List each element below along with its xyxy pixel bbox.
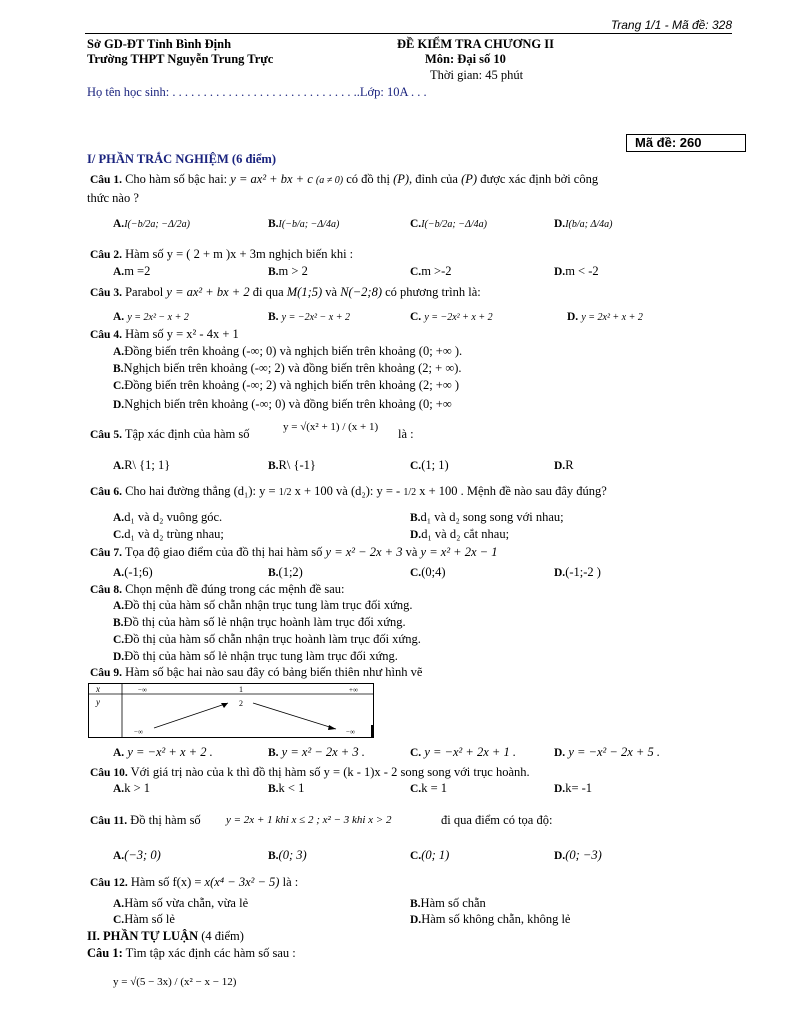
q10-b-text: k < 1 (278, 781, 305, 795)
q9-a-label: A. (113, 747, 125, 759)
q5-label: Câu 5. (90, 429, 122, 441)
q7-function-1: y = x² − 2x + 3 (325, 545, 403, 559)
question-4 (90, 327, 239, 343)
q12-function: x(x⁴ − 3x² − 5) (204, 875, 280, 889)
q9-option-b[interactable] (268, 745, 365, 761)
q1-a-formula: I(−b/2a; −Δ/2a) (124, 219, 190, 230)
q3-c-label: C. (410, 311, 422, 323)
q1-option-a[interactable] (113, 216, 190, 232)
q8-b-text: Đồ thị của hàm số lẻ nhận trục hoành làm trục đối xứng. (123, 615, 406, 629)
q6-b-label: B. (410, 512, 421, 524)
q10-c-text: k = 1 (421, 781, 447, 795)
q6-option-a[interactable] (113, 510, 222, 526)
vt-x-label: x (96, 684, 100, 694)
q5-function (283, 420, 378, 435)
q6-label: Câu 6. (90, 486, 122, 498)
q11-d-label: D. (554, 850, 566, 862)
q6-fraction: 1/2 (278, 487, 292, 498)
q2-label: Câu 2. (90, 249, 122, 261)
q4-d-text: Nghịch biến trên khoảng (-∞; 0) và đồng biến trên khoảng (0; +∞ (124, 397, 452, 411)
q3-a-formula: y = 2x² − x + 2 (127, 312, 189, 323)
q11-c-formula: (0; 1) (421, 848, 450, 862)
q8-text: Chọn mệnh đề đúng trong các mệnh đề sau: (125, 582, 345, 596)
q6-c-text: d₁ và d₂ trùng nhau; (124, 527, 224, 541)
vt-x-value-1: −∞ (138, 686, 147, 694)
q1-d-label: D. (554, 218, 566, 230)
q1-text: Cho hàm số bậc hai: (125, 172, 228, 186)
q5-text-a: Tập xác định của hàm số (124, 427, 250, 441)
q8-option-a[interactable] (113, 598, 413, 614)
q10-option-d[interactable] (554, 781, 592, 797)
vt-y-max: 2 (239, 699, 243, 708)
q9-option-c[interactable] (410, 745, 516, 761)
q1-label: Câu 1. (90, 174, 122, 186)
q3-option-a[interactable] (113, 309, 189, 325)
q2-b-label: B. (268, 266, 279, 278)
time-limit: Thời gian: 45 phút (430, 68, 524, 82)
section-multiple-choice: I/ PHẦN TRẮC NGHIỆM (6 điểm) (87, 152, 277, 166)
q11-option-a[interactable] (113, 848, 161, 864)
question-12 (90, 875, 298, 891)
q3-point-m: M(1;5) (286, 285, 323, 299)
essay-q1-label: Câu 1: (87, 946, 123, 960)
q4-option-a[interactable] (113, 344, 462, 360)
question-1 (90, 172, 598, 188)
q11-text-a: Đồ thị hàm số (130, 813, 201, 827)
q8-a-text: Đồ thị của hàm số chẵn nhận trục tung làm trục đối xứng. (124, 598, 413, 612)
q10-option-b[interactable] (268, 781, 304, 797)
q3-d-formula: y = 2x² + x + 2 (581, 312, 643, 323)
q2-option-d[interactable] (554, 264, 599, 280)
q6-c-label: C. (113, 529, 125, 541)
q6-text-b: x + 100 và (d₂): y = - (294, 484, 401, 498)
q2-option-b[interactable] (268, 264, 308, 280)
question-10 (90, 765, 530, 781)
q4-a-label: A. (113, 346, 125, 358)
q4-b-text: Nghịch biến trên khoảng (-∞; 2) và đồng biến trên khoảng (2; + ∞). (123, 361, 462, 375)
question-2 (90, 247, 353, 263)
q8-option-d[interactable] (113, 649, 398, 665)
q5-a-text: R\ {1; 1} (124, 458, 171, 472)
variation-table (88, 683, 375, 739)
exam-title: ĐỀ KIỂM TRA CHƯƠNG II (397, 37, 554, 51)
q6-d-label: D. (410, 529, 422, 541)
exam-code-box: Mã đề: 260 (626, 134, 746, 152)
q5-function-text: y = √(x² + 1) / (x + 1) (283, 421, 379, 433)
q11-option-d[interactable] (554, 848, 602, 864)
q3-label: Câu 3. (90, 287, 122, 299)
q12-d-text: Hàm số không chẵn, không lẻ (421, 912, 571, 926)
q5-d-text: R (565, 458, 574, 472)
q8-option-b[interactable] (113, 615, 406, 631)
q9-d-formula: y = −x² − 2x + 5 . (568, 745, 660, 759)
q11-piecewise-function: y = 2x + 1 khi x ≤ 2 ; x² − 3 khi x > 2 (226, 814, 392, 826)
q6-d-text: d₁ và d₂ cắt nhau; (421, 527, 510, 541)
q11-a-label: A. (113, 850, 125, 862)
q8-c-text: Đồ thị của hàm số chẵn nhận trục hoành làm trục đối xứng. (124, 632, 421, 646)
q1-function: y = ax² + bx + c (230, 172, 313, 186)
q12-b-label: B. (410, 898, 421, 910)
q7-b-text: (1;2) (278, 565, 303, 579)
question-11 (90, 813, 201, 829)
q2-option-c[interactable] (410, 264, 452, 280)
q6-text-c: x + 100 . Mệnh đề nào sau đây đúng? (419, 484, 607, 498)
q9-text: Hàm số bậc hai nào sau đây có bảng biến thiên như hình vẽ (125, 665, 423, 679)
q1-b-formula: I(−b/a; −Δ/4a) (278, 219, 340, 230)
q4-d-label: D. (113, 399, 125, 411)
q5-option-c[interactable] (410, 458, 449, 474)
q1-parabola-2: (P) (461, 172, 478, 186)
q5-c-text: (1; 1) (421, 458, 449, 472)
q5-option-a[interactable] (113, 458, 170, 474)
section-essay-points: (4 điểm) (198, 929, 244, 943)
q7-c-label: C. (410, 567, 422, 579)
q12-text-b: là : (282, 875, 299, 889)
q12-option-d[interactable] (410, 912, 570, 928)
q9-a-formula: y = −x² + x + 2 . (127, 745, 213, 759)
q3-a-label: A. (113, 311, 125, 323)
q7-text-a: Tọa độ giao điểm của đồ thị hai hàm số (124, 545, 323, 559)
q4-b-label: B. (113, 363, 124, 375)
q3-b-label: B. (268, 311, 279, 323)
q10-d-label: D. (554, 783, 566, 795)
essay-question-1 (87, 946, 296, 961)
q3-text-d: có phương trình là: (385, 285, 481, 299)
q3-c-formula: y = −2x² + x + 2 (424, 312, 493, 323)
q6-option-d[interactable] (410, 527, 509, 543)
vt-y-label: y (96, 697, 100, 707)
q1-condition: (a ≠ 0) (315, 175, 344, 186)
page-number-header: Trang 1/1 - Mã đề: 328 (610, 18, 732, 32)
q12-label: Câu 12. (90, 877, 128, 889)
question-5 (90, 427, 249, 443)
q5-b-text: R\ {-1} (278, 458, 316, 472)
q5-d-label: D. (554, 460, 566, 472)
q8-d-label: D. (113, 651, 125, 663)
q6-fraction-2: 1/2 (403, 487, 417, 498)
q3-point-n: N(−2;8) (340, 285, 382, 299)
q8-a-label: A. (113, 600, 125, 612)
school-name: Trường THPT Nguyễn Trung Trực (87, 52, 274, 66)
q6-b-text: d₁ và d₂ song song với nhau; (420, 510, 564, 524)
q2-d-text: m < -2 (565, 264, 599, 278)
q2-c-text: m >-2 (421, 264, 452, 278)
q3-function: y = ax² + bx + 2 (166, 285, 250, 299)
header-rule (85, 33, 732, 34)
question-8 (90, 582, 344, 598)
q1-c-formula: I(−b/2a; −Δ/4a) (421, 219, 487, 230)
q2-a-text: m =2 (124, 264, 151, 278)
q1-b-label: B. (268, 218, 279, 230)
q1-a-label: A. (113, 218, 125, 230)
q7-option-a[interactable] (113, 565, 153, 581)
section-essay (87, 929, 244, 944)
q4-option-c[interactable] (113, 378, 459, 394)
q8-d-text: Đồ thị của hàm số lẻ nhận trục tung làm trục đối xứng. (124, 649, 398, 663)
q2-d-label: D. (554, 266, 566, 278)
q1-option-c[interactable] (410, 216, 487, 232)
q4-text: Hàm số y = x² - 4x + 1 (125, 327, 239, 341)
q2-option-a[interactable] (113, 264, 150, 280)
q7-option-b[interactable] (268, 565, 303, 581)
q11-b-formula: (0; 3) (278, 848, 307, 862)
q11-b-label: B. (268, 850, 279, 862)
vt-x-value-2: 1 (239, 685, 243, 694)
q6-option-c[interactable] (113, 527, 224, 543)
q11-c-label: C. (410, 850, 422, 862)
vt-arrow-up (154, 703, 228, 728)
q6-text-a: Cho hai đường thẳng (d₁): y = (125, 484, 276, 498)
q10-option-a[interactable] (113, 781, 150, 797)
q12-b-text: Hàm số chẵn (420, 896, 486, 910)
q5-option-b[interactable] (268, 458, 316, 474)
q4-option-d[interactable] (113, 397, 452, 413)
q10-c-label: C. (410, 783, 422, 795)
question-6 (90, 484, 607, 500)
q11-label: Câu 11. (90, 815, 128, 827)
q11-d-formula: (0; −3) (565, 848, 602, 862)
q3-text-b: đi qua (252, 285, 284, 299)
q6-a-label: A. (113, 512, 125, 524)
q1-option-d[interactable] (554, 216, 612, 232)
q3-option-b[interactable] (268, 309, 350, 325)
q5-a-label: A. (113, 460, 125, 472)
q6-option-b[interactable] (410, 510, 564, 526)
q9-label: Câu 9. (90, 667, 122, 679)
q12-c-label: C. (113, 914, 125, 926)
q9-c-formula: y = −x² + 2x + 1 . (424, 745, 516, 759)
q4-label: Câu 4. (90, 329, 122, 341)
q11-option-c[interactable] (410, 848, 449, 864)
q7-d-label: D. (554, 567, 566, 579)
q7-function-2: y = x² + 2x − 1 (420, 545, 498, 559)
q10-label: Câu 10. (90, 767, 128, 779)
q1-text-b: có đồ thị (346, 172, 390, 186)
q2-c-label: C. (410, 266, 422, 278)
q10-option-c[interactable] (410, 781, 447, 797)
q7-option-d[interactable] (554, 565, 601, 581)
q1-d-formula: I(b/a; Δ/4a) (565, 219, 613, 230)
q4-c-text: Đồng biến trên khoảng (-∞; 2) và nghịch biến trên khoảng (2; +∞ ) (124, 378, 460, 392)
q8-c-label: C. (113, 634, 125, 646)
student-name-line: Họ tên học sinh: . . . . . . . . . . . . . . . . . . . . . . . . . . . . . ..Lớp: 10A . . . (87, 85, 427, 99)
q7-option-c[interactable] (410, 565, 446, 581)
q7-a-text: (-1;6) (124, 565, 153, 579)
q9-b-formula: y = x² − 2x + 3 . (281, 745, 365, 759)
q1-text-e: thức nào ? (87, 191, 139, 205)
q12-option-b[interactable] (410, 896, 486, 912)
essay-q1-text: Tìm tập xác định các hàm số sau : (122, 946, 296, 960)
q5-text-b: là : (398, 427, 414, 441)
school-department: Sở GD-ĐT Tỉnh Bình Định (87, 37, 232, 51)
question-9 (90, 665, 422, 681)
q4-c-label: C. (113, 380, 125, 392)
q12-c-text: Hàm số lẻ (124, 912, 175, 926)
q4-a-text: Đồng biến trên khoảng (-∞; 0) và nghịch biến trên khoảng (0; +∞ ). (124, 344, 463, 358)
q4-option-b[interactable] (113, 361, 462, 377)
q10-a-label: A. (113, 783, 125, 795)
q9-c-label: C. (410, 747, 422, 759)
question-3 (90, 285, 481, 301)
q10-a-text: k > 1 (124, 781, 150, 795)
q2-b-text: m > 2 (278, 264, 308, 278)
q7-d-text: (-1;-2 ) (565, 565, 601, 579)
q7-text-b: và (405, 545, 418, 559)
q3-text-a: Parabol (125, 285, 164, 299)
q1-text-c: , đỉnh của (409, 172, 458, 186)
q7-c-text: (0;4) (421, 565, 446, 579)
q10-text: Với giá trị nào của k thì đồ thị hàm số y = (k - 1)x - 2 song song với trục hoành. (130, 765, 530, 779)
q2-a-label: A. (113, 266, 125, 278)
q1-text-d: được xác định bởi công (480, 172, 599, 186)
vt-y-right: −∞ (346, 728, 355, 736)
q11-option-b[interactable] (268, 848, 307, 864)
q9-option-a[interactable] (113, 745, 213, 761)
q6-a-text: d₁ và d₂ vuông góc. (124, 510, 223, 524)
q7-a-label: A. (113, 567, 125, 579)
q1-option-b[interactable] (268, 216, 339, 232)
q3-d-label: D. (567, 311, 579, 323)
q3-option-d[interactable] (567, 309, 643, 325)
q8-label: Câu 8. (90, 584, 122, 596)
q5-option-d[interactable] (554, 458, 574, 474)
q7-b-label: B. (268, 567, 279, 579)
q12-option-c[interactable] (113, 912, 175, 928)
q8-option-c[interactable] (113, 632, 421, 648)
section-essay-title: II. PHẦN TỰ LUẬN (87, 929, 199, 943)
vt-y-left: −∞ (134, 728, 143, 736)
q2-text: Hàm số y = ( 2 + m )x + 3m nghịch biến khi : (125, 247, 354, 261)
q12-text-a: Hàm số f(x) = (130, 875, 202, 889)
q9-option-d[interactable] (554, 745, 660, 761)
q5-b-label: B. (268, 460, 279, 472)
q7-label: Câu 7. (90, 547, 122, 559)
vt-x-value-3: +∞ (349, 686, 358, 694)
q3-b-formula: y = −2x² − x + 2 (281, 312, 350, 323)
q9-b-label: B. (268, 747, 279, 759)
q12-d-label: D. (410, 914, 422, 926)
q3-text-c: và (325, 285, 338, 299)
q12-a-text: Hàm số vừa chẵn, vừa lẻ (124, 896, 249, 910)
q1-parabola: (P) (393, 172, 410, 186)
q9-d-label: D. (554, 747, 566, 759)
vt-arrow-down (253, 703, 336, 729)
q10-d-text: k= -1 (565, 781, 593, 795)
q5-c-label: C. (410, 460, 422, 472)
q1-c-label: C. (410, 218, 422, 230)
q8-b-label: B. (113, 617, 124, 629)
question-7 (90, 545, 497, 561)
q10-b-label: B. (268, 783, 279, 795)
essay-function: y = √(5 − 3x) / (x² − x − 12) (113, 976, 237, 988)
q11-text-b: đi qua điểm có tọa độ: (441, 813, 553, 827)
q3-option-c[interactable] (410, 309, 493, 325)
q12-option-a[interactable] (113, 896, 248, 912)
q12-a-label: A. (113, 898, 125, 910)
q11-a-formula: (−3; 0) (124, 848, 161, 862)
subject: Môn: Đại số 10 (425, 52, 506, 66)
